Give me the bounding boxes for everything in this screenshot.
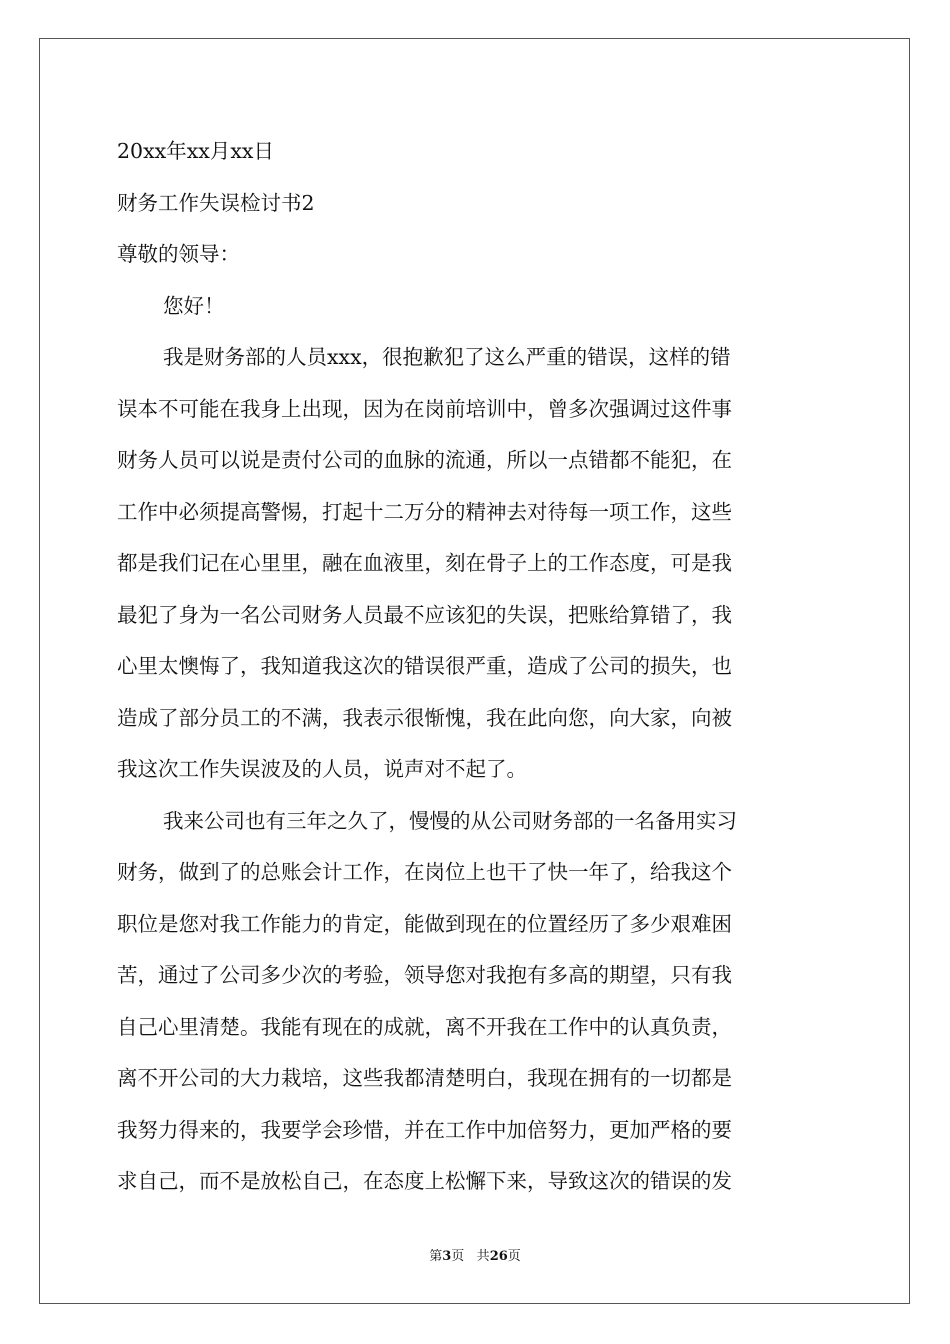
- paragraph-line: 我来公司也有三年之久了，慢慢的从公司财务部的一名备用实习: [163, 808, 737, 833]
- paragraph-line: 苦，通过了公司多少次的考验，领导您对我抱有多高的期望，只有我: [117, 963, 732, 987]
- paragraph-line: 最犯了身为一名公司财务人员最不应该犯的失误，把账给算错了，我: [117, 602, 732, 627]
- paragraph-line: 造成了部分员工的不满，我表示很惭愧，我在此向您，向大家，向被: [117, 705, 732, 730]
- paragraph-line: 我是财务部的人员xxx，很抱歉犯了这么严重的错误，这样的错: [163, 345, 731, 369]
- greeting: 您好！: [163, 293, 225, 318]
- paragraph-1: [117, 332, 833, 796]
- page-footer: [0, 1248, 950, 1266]
- total-suffix: 页: [507, 1249, 521, 1264]
- page-suffix: 页: [451, 1249, 465, 1264]
- paragraph-line: 离不开公司的大力栽培，这些我都清楚明白，我现在拥有的一切都是: [117, 1066, 732, 1090]
- paragraph-line: 误本不可能在我身上出现，因为在岗前培训中，曾多次强调过这件事: [117, 396, 732, 421]
- paragraph-line: 都是我们记在心里里，融在血液里，刻在骨子上的工作态度，可是我: [117, 551, 732, 575]
- paragraph-line: 我这次工作失误波及的人员，说声对不起了。: [117, 757, 527, 781]
- date-line: 20xx年xx月xx日: [117, 139, 274, 163]
- paragraph-line: 我努力得来的，我要学会珍惜，并在工作中加倍努力，更加严格的要: [117, 1117, 732, 1142]
- salutation: 尊敬的领导：: [117, 242, 240, 266]
- paragraph-line: 财务人员可以说是责付公司的血脉的流通，所以一点错都不能犯，在: [117, 448, 732, 472]
- paragraph-line: 自己心里清楚。我能有现在的成就，离不开我在工作中的认真负责，: [117, 1014, 732, 1039]
- document-title: 财务工作失误检讨书2: [117, 190, 315, 215]
- paragraph-line: 财务，做到了的总账会计工作，在岗位上也干了快一年了，给我这个: [117, 860, 732, 884]
- paragraph-line: 职位是您对我工作能力的肯定，能做到现在的位置经历了多少艰难困: [117, 911, 732, 936]
- paragraph-line: 工作中必须提高警惕，打起十二万分的精神去对待每一项工作，这些: [117, 499, 732, 524]
- total-pages: 26: [489, 1249, 508, 1264]
- paragraph-line: 求自己，而不是放松自己，在态度上松懈下来，导致这次的错误的发: [117, 1169, 732, 1193]
- total-prefix: 共: [476, 1249, 490, 1264]
- page-prefix: 第: [429, 1249, 443, 1264]
- paragraph-line: 心里太懊悔了，我知道我这次的错误很严重，造成了公司的损失，也: [117, 654, 732, 678]
- page-number: 3: [442, 1249, 452, 1264]
- paragraph-2: [117, 796, 833, 1208]
- document-body: [117, 126, 833, 1208]
